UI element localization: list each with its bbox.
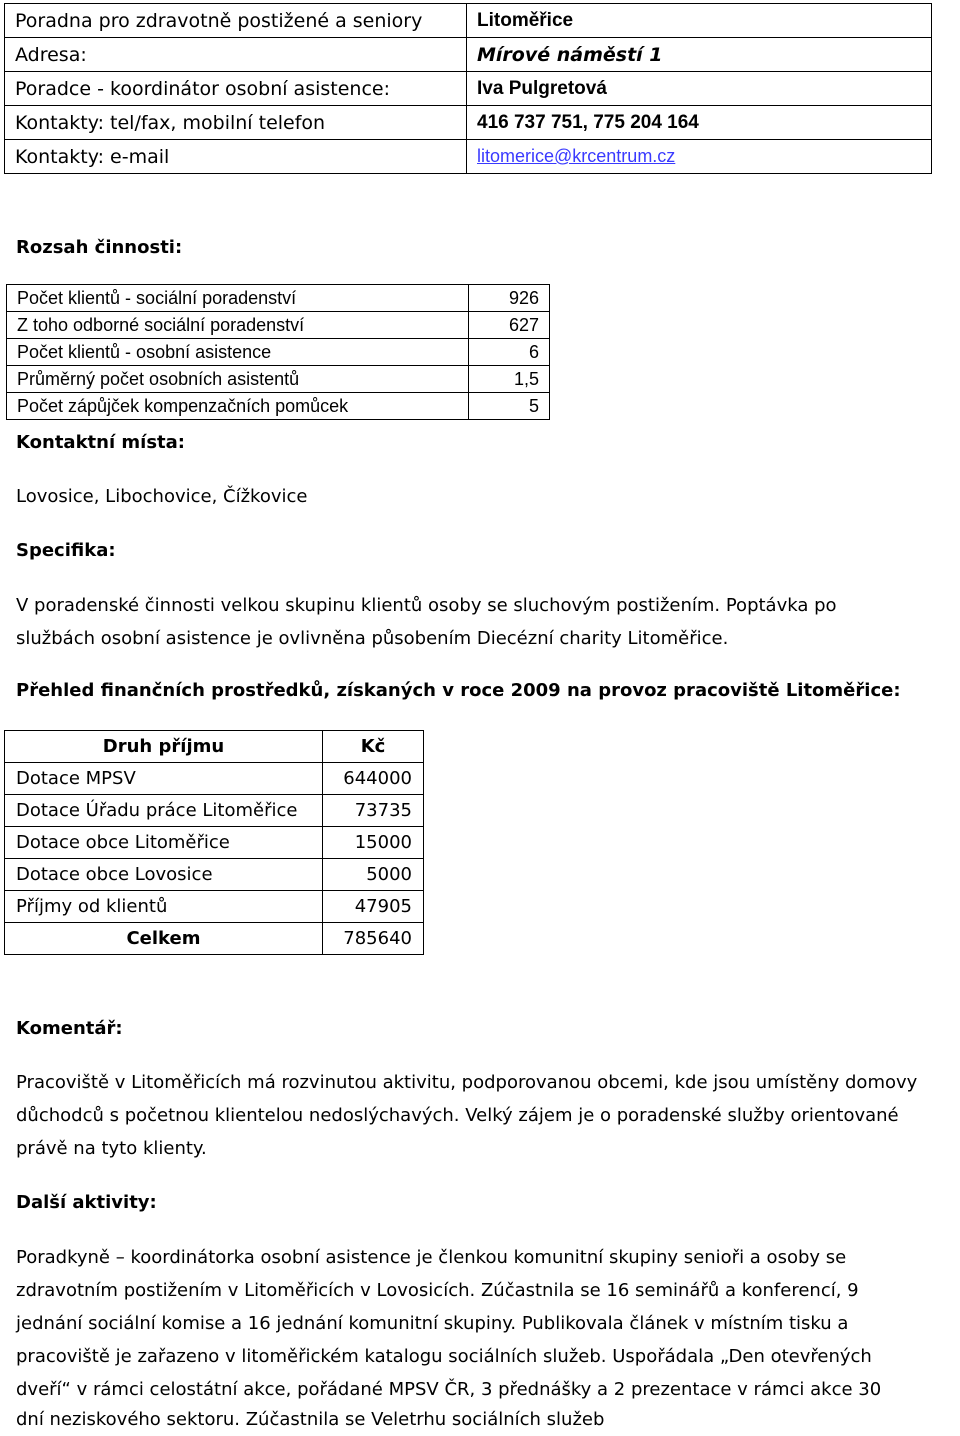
other-activities-heading: Další aktivity: (16, 1192, 157, 1213)
table-row (5, 827, 424, 859)
contact-label: Adresa: (5, 38, 467, 72)
scope-label: Počet klientů - osobní asistence (7, 339, 469, 366)
table-row (7, 312, 550, 339)
contact-label: Kontakty: e-mail (5, 140, 467, 174)
finance-heading: Přehled finančních prostředků, získaných v roce 2009 na provoz pracoviště Litoměřice: (16, 680, 901, 701)
contact-points-text: Lovosice, Libochovice, Čížkovice (16, 486, 308, 507)
email-link[interactable]: litomerice@krcentrum.cz (467, 140, 932, 174)
contact-row (5, 140, 932, 174)
table-row (7, 366, 550, 393)
table-header-row (5, 731, 424, 763)
contact-value: Litoměřice (467, 4, 932, 38)
contact-points-heading: Kontaktní místa: (16, 432, 185, 453)
scope-table (6, 284, 550, 420)
table-row (7, 393, 550, 420)
contact-label: Kontakty: tel/fax, mobilní telefon (5, 106, 467, 140)
total-amount: 785640 (323, 923, 424, 955)
table-row (7, 339, 550, 366)
income-amount: 73735 (323, 795, 424, 827)
table-row (5, 795, 424, 827)
contact-value: Mírové náměstí 1 (467, 38, 932, 72)
income-amount: 47905 (323, 891, 424, 923)
contact-value: Iva Pulgretová (467, 72, 932, 106)
scope-value: 926 (469, 285, 550, 312)
contact-row (5, 4, 932, 38)
scope-value: 6 (469, 339, 550, 366)
income-type: Dotace MPSV (5, 763, 323, 795)
income-type: Dotace obce Lovosice (5, 859, 323, 891)
income-amount: 5000 (323, 859, 424, 891)
total-row (5, 923, 424, 955)
comment-line: důchodců s početnou klientelou nedoslýchavých. Velký zájem je o poradenské služby orientované (16, 1105, 899, 1126)
other-activities-line: zdravotním postižením v Litoměřicích v Lovosicích. Zúčastnila se 16 seminářů a konferencí, 9 (16, 1280, 859, 1301)
column-header-type: Druh příjmu (5, 731, 323, 763)
finance-table (4, 730, 424, 955)
comment-heading: Komentář: (16, 1018, 123, 1039)
table-row (5, 859, 424, 891)
total-label: Celkem (5, 923, 323, 955)
income-type: Dotace Úřadu práce Litoměřice (5, 795, 323, 827)
table-row (5, 763, 424, 795)
specifics-line: službách osobní asistence je ovlivněna působením Diecézní charity Litoměřice. (16, 628, 729, 649)
income-type: Příjmy od klientů (5, 891, 323, 923)
other-activities-line: jednání sociální komise a 16 jednání komunitní skupiny. Publikovala článek v místním tisku a (16, 1313, 849, 1334)
contact-table (4, 3, 932, 174)
contact-row (5, 106, 932, 140)
contact-label: Poradce - koordinátor osobní asistence: (5, 72, 467, 106)
comment-line: právě na tyto klienty. (16, 1138, 207, 1159)
income-type: Dotace obce Litoměřice (5, 827, 323, 859)
contact-row (5, 72, 932, 106)
other-activities-line: dní neziskového sektoru. Zúčastnila se Veletrhu sociálních služeb (16, 1409, 605, 1430)
other-activities-line: dveří“ v rámci celostátní akce, pořádané MPSV ČR, 3 přednášky a 2 prezentace v rámci akce 30 (16, 1379, 882, 1400)
other-activities-line: pracoviště je zařazeno v litoměřickém katalogu sociálních služeb. Uspořádala „Den otevřených (16, 1346, 872, 1367)
scope-label: Počet klientů - sociální poradenství (7, 285, 469, 312)
income-amount: 644000 (323, 763, 424, 795)
contact-value: 416 737 751, 775 204 164 (467, 106, 932, 140)
table-row (5, 891, 424, 923)
specifics-line: V poradenské činnosti velkou skupinu klientů osoby se sluchovým postižením. Poptávka po (16, 595, 837, 616)
scope-heading: Rozsah činnosti: (16, 237, 183, 258)
contact-row (5, 38, 932, 72)
contact-label: Poradna pro zdravotně postižené a seniory (5, 4, 467, 38)
scope-label: Průměrný počet osobních asistentů (7, 366, 469, 393)
income-amount: 15000 (323, 827, 424, 859)
scope-value: 5 (469, 393, 550, 420)
comment-line: Pracoviště v Litoměřicích má rozvinutou aktivitu, podporovanou obcemi, kde jsou umístěny domovy (16, 1072, 918, 1093)
scope-value: 1,5 (469, 366, 550, 393)
column-header-amount: Kč (323, 731, 424, 763)
scope-label: Z toho odborné sociální poradenství (7, 312, 469, 339)
specifics-heading: Specifika: (16, 540, 116, 561)
other-activities-line: Poradkyně – koordinátorka osobní asistence je členkou komunitní skupiny senioři a osoby se (16, 1247, 847, 1268)
table-row (7, 285, 550, 312)
scope-value: 627 (469, 312, 550, 339)
scope-label: Počet zápůjček kompenzačních pomůcek (7, 393, 469, 420)
